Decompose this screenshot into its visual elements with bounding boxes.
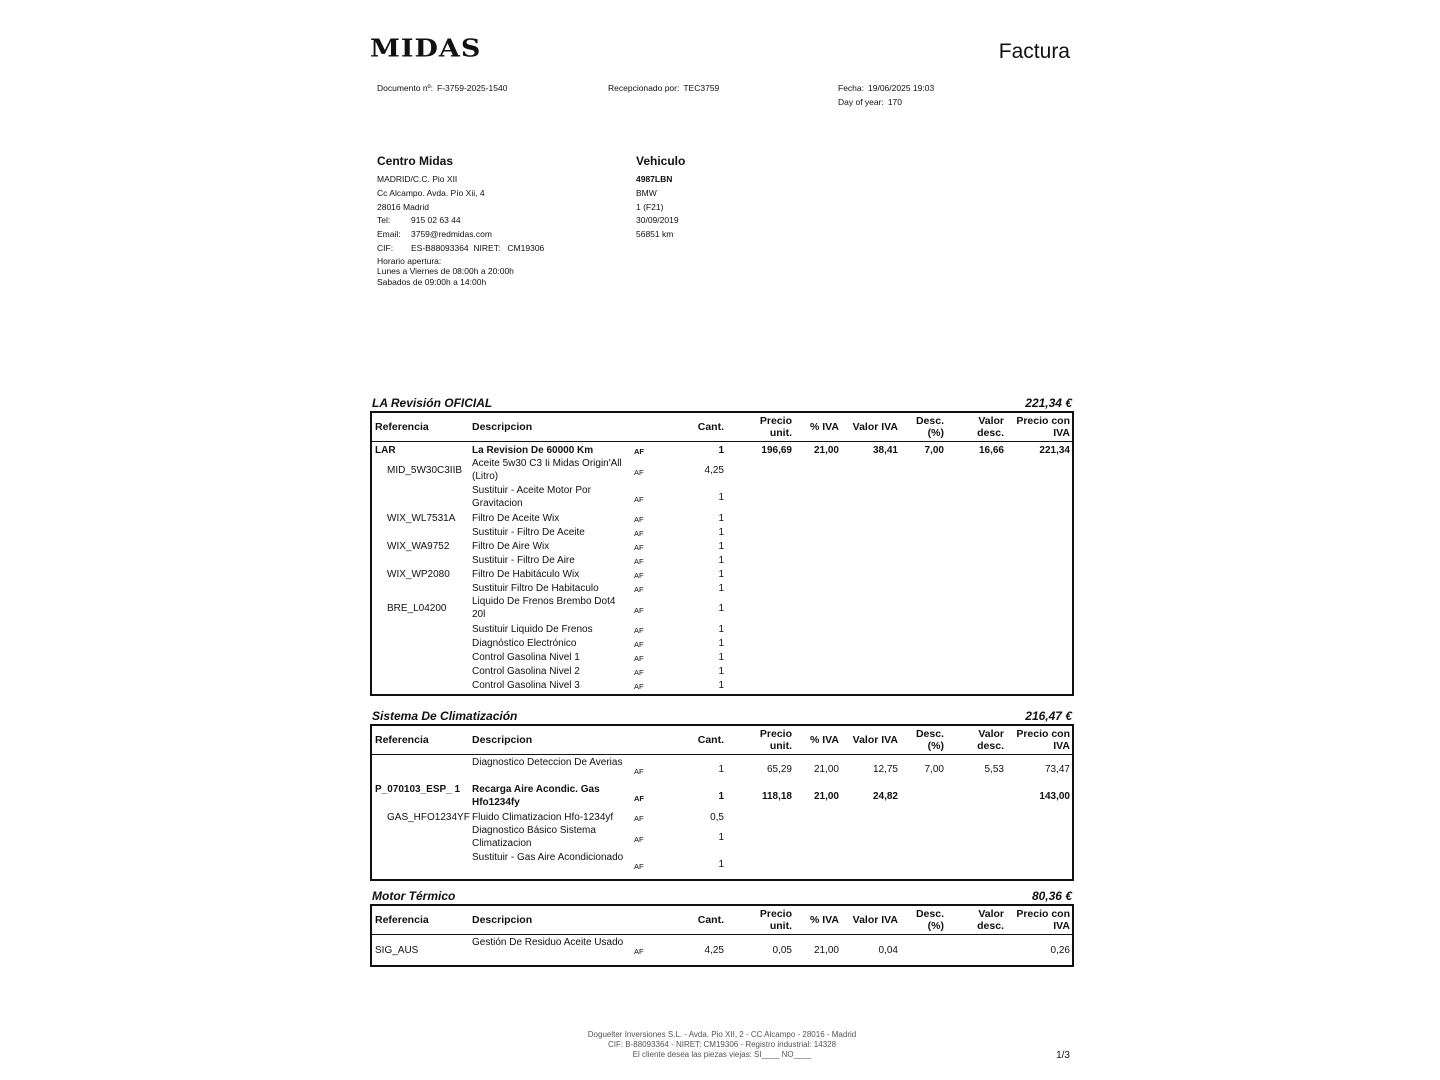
table-row: [372, 582, 1072, 596]
cell-cant: 1: [718, 492, 724, 503]
cell-desc: Diagnóstico Electrónico: [472, 637, 577, 649]
table-row: [372, 679, 1072, 694]
col-header-desc-pct: Desc. (%): [915, 415, 944, 439]
section-name: Sistema De Climatización: [372, 709, 518, 723]
col-header-valor-iva: Valor IVA: [852, 914, 898, 926]
center-email: Email: 3759@redmidas.com: [377, 229, 492, 240]
table-row: [372, 637, 1072, 651]
cell-af: AF: [634, 447, 644, 456]
table-row: [372, 458, 1072, 485]
cell-ref: LAR: [375, 444, 396, 456]
section-name: Motor Térmico: [372, 889, 456, 903]
cell-ref: P_070103_ESP_ 1: [375, 784, 461, 795]
cell-precio-iva: 221,34: [1039, 444, 1070, 456]
cell-desc: Filtro De Aire Wix: [472, 540, 550, 552]
cell-cant: 1: [718, 651, 724, 663]
section-total: 221,34 €: [1025, 396, 1072, 410]
invoice-page: [370, 30, 1074, 1070]
cell-af: AF: [634, 654, 644, 663]
cell-valor-iva: 12,75: [872, 764, 898, 775]
cell-precio-iva: 73,47: [1044, 764, 1070, 775]
table-body: [372, 935, 1072, 965]
document-title: Factura: [998, 40, 1070, 63]
cell-af: AF: [634, 861, 644, 871]
cell-desc: Diagnostico Deteccion De Averias: [472, 757, 623, 768]
cell-ref: SIG_AUS: [375, 944, 419, 956]
vehicle-info: Vehiculo 4987LBN BMW 1 (F21) 30/09/2019 56851 km: [636, 154, 686, 240]
cell-desc: Control Gasolina Nivel 2: [472, 665, 580, 677]
cell-iva: 21,00: [813, 764, 839, 775]
table-row: [372, 651, 1072, 665]
col-header-iva: % IVA: [810, 734, 839, 746]
col-header-valor-desc: Valor desc.: [977, 728, 1004, 752]
cell-cant: 1: [718, 859, 724, 870]
cell-desc: Sustituir - Gas Aire Acondicionado: [472, 852, 624, 863]
col-header-desc-pct: Desc. (%): [915, 728, 944, 752]
cell-valor-desc: 16,66: [978, 444, 1004, 456]
cell-cant: 1: [718, 679, 724, 691]
col-header-cant: Cant.: [697, 421, 724, 433]
cell-desc-pct: 7,00: [924, 444, 944, 456]
cell-desc: Gestión De Residuo Aceite Usado: [472, 937, 624, 948]
table-body: [372, 755, 1072, 879]
cell-cant: 1: [718, 568, 724, 580]
cell-af: AF: [634, 605, 644, 615]
col-header-ref: Referencia: [375, 421, 429, 433]
cell-cant: 1: [718, 554, 724, 566]
cell-cant: 1: [718, 791, 724, 802]
cell-af: AF: [634, 557, 644, 566]
col-header-desc: Descripcion: [472, 734, 533, 746]
table-row: [372, 784, 1072, 811]
table-row: [372, 825, 1072, 852]
col-header-valor-iva: Valor IVA: [852, 734, 898, 746]
cell-af: AF: [634, 947, 644, 956]
cell-cant: 0,5: [710, 811, 724, 823]
cell-cant: 1: [718, 764, 724, 775]
date-block: Fecha: 19/06/2025 19:03 Day of year: 170: [838, 83, 935, 107]
cell-desc: Sustituir - Aceite Motor Por Gravitacion: [472, 485, 591, 509]
cell-precio-iva: 0,26: [1050, 944, 1070, 956]
col-header-precio: Precio unit.: [759, 908, 792, 932]
cell-ref: GAS_HFO1234YF: [387, 811, 470, 823]
cell-af: AF: [634, 529, 644, 538]
cell-af: AF: [634, 668, 644, 677]
cell-af: AF: [634, 467, 644, 477]
table-row: [372, 568, 1072, 582]
table-header: [372, 906, 1072, 935]
cell-desc: Sustituir - Filtro De Aceite: [472, 526, 585, 538]
center-title: Centro Midas: [377, 154, 454, 168]
cell-precio: 0,05: [772, 944, 792, 956]
cell-af: AF: [634, 626, 644, 635]
cell-ref: BRE_L04200: [387, 603, 447, 614]
cell-valor-iva: 24,82: [872, 791, 898, 802]
cell-af: AF: [634, 515, 644, 524]
cell-cant: 1: [718, 637, 724, 649]
cell-cant: 1: [718, 512, 724, 524]
document-number: Documento nº: F-3759-2025-1540: [377, 83, 508, 93]
cell-desc: La Revision De 60000 Km: [472, 444, 594, 456]
items-table: [370, 904, 1074, 967]
cell-iva: 21,00: [813, 791, 839, 802]
cell-desc: Diagnostico Básico Sistema Climatizacion: [472, 825, 596, 849]
midas-logo: MIDAS: [370, 35, 482, 63]
table-row: [372, 757, 1072, 784]
cell-cant: 1: [718, 623, 724, 635]
items-table: [370, 411, 1074, 696]
cell-desc: Filtro De Habitáculo Wix: [472, 568, 580, 580]
vehicle-plate: 4987LBN: [636, 174, 673, 184]
cell-iva: 21,00: [813, 444, 839, 456]
cell-af: AF: [634, 766, 644, 776]
cell-desc: Recarga Aire Acondic. Gas Hfo1234fy: [472, 784, 600, 808]
cell-desc: Sustituir Filtro De Habitaculo: [472, 582, 599, 594]
received-by: Recepcionado por: TEC3759: [608, 83, 720, 93]
cell-precio-iva: 143,00: [1039, 791, 1070, 802]
section-name: LA Revisión OFICIAL: [372, 396, 493, 410]
cell-iva: 21,00: [813, 944, 839, 956]
cell-af: AF: [634, 543, 644, 552]
cell-desc: Sustituir - Filtro De Aire: [472, 554, 575, 566]
cell-precio: 65,29: [766, 764, 792, 775]
cell-desc: Aceite 5w30 C3 Ii Midas Origin'All (Litro): [472, 458, 622, 482]
cell-ref: WIX_WA9752: [387, 540, 450, 552]
cell-cant: 4,25: [704, 465, 724, 476]
cell-cant: 4,25: [704, 944, 724, 956]
items-table: [370, 724, 1074, 881]
vehicle-title: Vehiculo: [636, 154, 686, 168]
cell-af: AF: [634, 585, 644, 594]
col-header-valor-desc: Valor desc.: [977, 415, 1004, 439]
col-header-cant: Cant.: [697, 914, 724, 926]
center-phone: Tel: 915 02 63 44: [377, 215, 461, 226]
section-total: 80,36 €: [1031, 889, 1072, 903]
table-header: [372, 726, 1072, 755]
table-row: [372, 444, 1072, 458]
cell-af: AF: [634, 682, 644, 691]
cell-cant: 1: [718, 540, 724, 552]
cell-cant: 1: [718, 603, 724, 614]
table-row: [372, 485, 1072, 512]
table-row: [372, 596, 1072, 623]
col-header-precio-iva: Precio con IVA: [1016, 728, 1070, 752]
table-header: [372, 413, 1072, 442]
col-header-valor-iva: Valor IVA: [852, 421, 898, 433]
cell-ref: MID_5W30C3IIB: [387, 465, 463, 476]
cell-valor-iva: 0,04: [878, 944, 898, 956]
cell-desc: Sustituir Liquido De Frenos: [472, 623, 593, 635]
table-row: [372, 540, 1072, 554]
col-header-ref: Referencia: [375, 734, 429, 746]
table-row: [372, 937, 1072, 965]
cell-valor-desc: 5,53: [984, 764, 1004, 775]
center-cif: CIF: ES-B88093364 NIRET: CM19306: [377, 242, 545, 253]
opening-hours: Horario apertura: Lunes a Viernes de 08:00h a 20:00h Sabados de 09:00h a 14:00h: [377, 255, 514, 287]
section-header: [370, 709, 1074, 724]
center-info: Centro Midas MADRID/C.C. Pio XII Cc Alcampo. Avda. Pío Xii, 4 28016 Madrid Tel: 915 02 63 44 Email: 3759@redmidas.com CIF: ES-B88093364 NIRET: CM19306 Horario apertura: Lunes a Viernes de 08:00h a 20:00h Sabados de 09:00h a 14:00h: [377, 154, 545, 287]
cell-cant: 1: [718, 526, 724, 538]
cell-valor-iva: 38,41: [872, 444, 898, 456]
cell-cant: 1: [718, 582, 724, 594]
footer: Doguelter Inversiones S.L. - Avda. Pio XII, 2 - CC Alcampo - 28016 - Madrid CIF: B-88093364 - NIRET: CM19306 - Registro industrial: 14328 El cliente desea las piezas viejas: SI____ NO____: [587, 1030, 857, 1059]
cell-desc: Filtro De Aceite Wix: [472, 512, 560, 524]
table-row: [372, 554, 1072, 568]
cell-af: AF: [634, 494, 644, 504]
col-header-ref: Referencia: [375, 914, 429, 926]
col-header-iva: % IVA: [810, 421, 839, 433]
table-row: [372, 623, 1072, 637]
section-total: 216,47 €: [1025, 709, 1072, 723]
col-header-desc: Descripcion: [472, 421, 533, 433]
cell-ref: WIX_WP2080: [387, 568, 450, 580]
cell-af: AF: [634, 571, 644, 580]
section-header: [370, 396, 1074, 411]
cell-precio: 118,18: [761, 791, 792, 802]
col-header-precio-iva: Precio con IVA: [1016, 415, 1070, 439]
cell-af: AF: [634, 814, 644, 823]
col-header-precio: Precio unit.: [759, 415, 792, 439]
cell-af: AF: [634, 834, 644, 844]
col-header-precio-iva: Precio con IVA: [1016, 908, 1070, 932]
col-header-desc-pct: Desc. (%): [915, 908, 944, 932]
section-header: [370, 889, 1074, 904]
cell-cant: 1: [718, 832, 724, 843]
col-header-valor-desc: Valor desc.: [977, 908, 1004, 932]
cell-desc-pct: 7,00: [924, 764, 944, 775]
table-row: [372, 852, 1072, 879]
cell-desc: Control Gasolina Nivel 1: [472, 651, 580, 663]
cell-cant: 1: [718, 665, 724, 677]
table-row: [372, 665, 1072, 679]
col-header-desc: Descripcion: [472, 914, 533, 926]
cell-precio: 196,69: [761, 444, 792, 456]
cell-ref: WIX_WL7531A: [387, 512, 456, 524]
cell-af: AF: [634, 793, 644, 803]
col-header-cant: Cant.: [697, 734, 724, 746]
table-body: [372, 442, 1072, 694]
cell-af: AF: [634, 640, 644, 649]
cell-cant: 1: [718, 444, 724, 456]
page-number: 1/3: [1056, 1050, 1070, 1061]
table-row: [372, 512, 1072, 526]
cell-desc: Control Gasolina Nivel 3: [472, 679, 580, 691]
cell-desc: Liquido De Frenos Brembo Dot4 20l: [472, 596, 616, 620]
table-row: [372, 811, 1072, 825]
table-row: [372, 526, 1072, 540]
col-header-precio: Precio unit.: [759, 728, 792, 752]
cell-desc: Fluido Climatizacion Hfo-1234yf: [472, 811, 614, 823]
col-header-iva: % IVA: [810, 914, 839, 926]
